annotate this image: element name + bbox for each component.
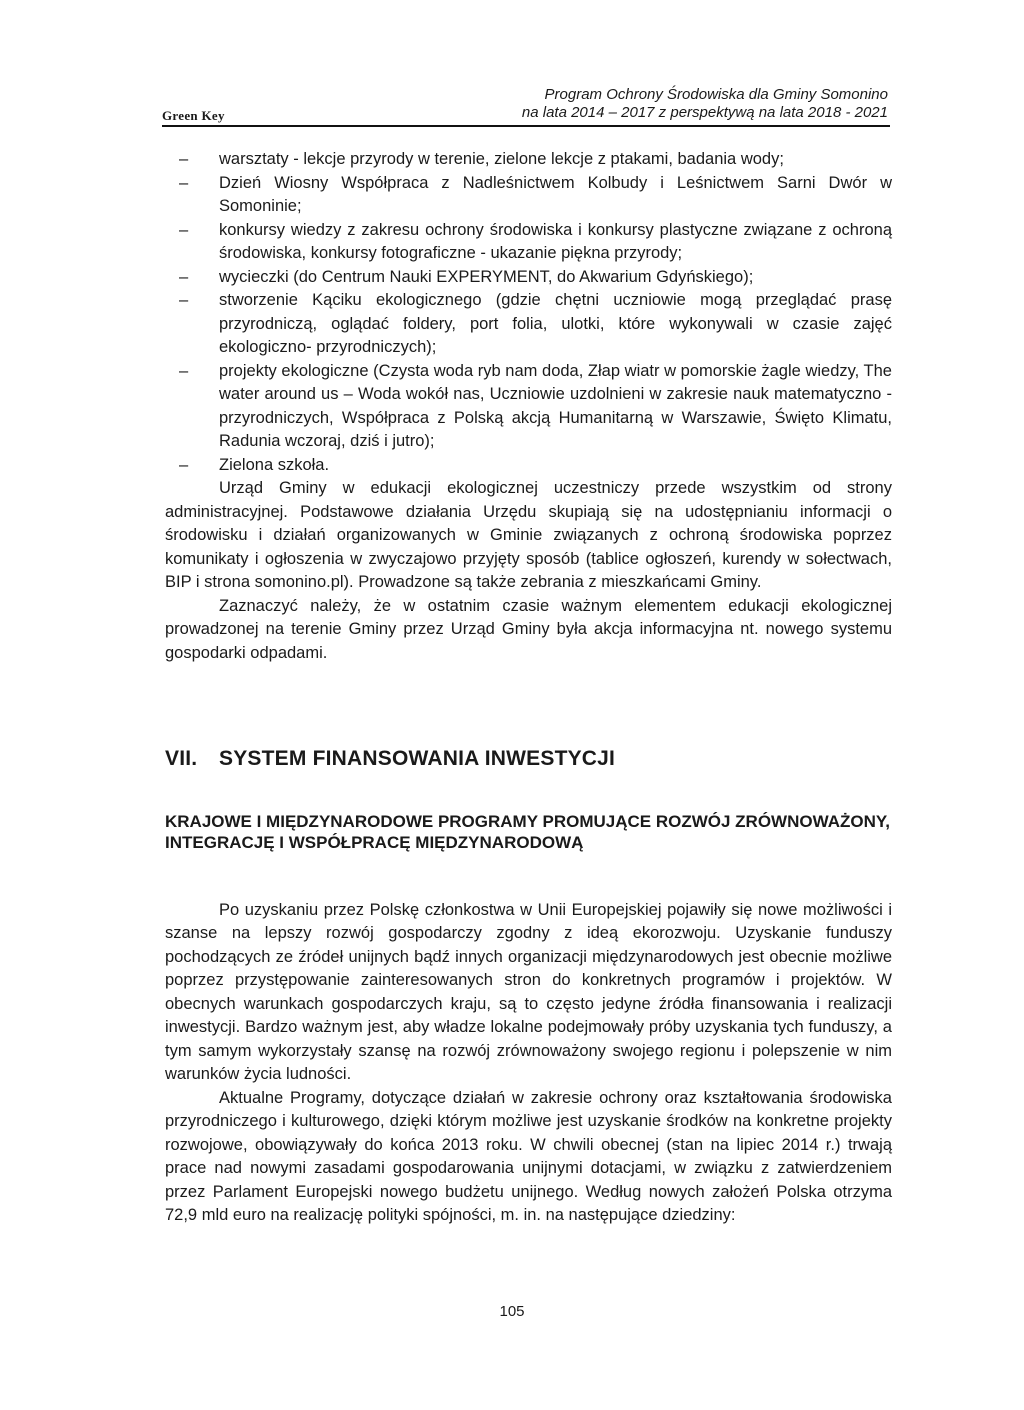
spacer [165,853,892,899]
list-item: – warsztaty - lekcje przyrody w terenie, zielone lekcje z ptakami, badania wody; [165,148,892,172]
header-rule [162,125,890,127]
section-subheading: KRAJOWE I MIĘDZYNARODOWE PROGRAMY PROMUJĄCE ROZWÓJ ZRÓWNOWAŻONY, INTEGRACJĘ I WSPÓŁPRACĘ MIĘDZYNARODOWĄ [165,811,891,852]
list-item: – Zielona szkoła. [165,454,892,478]
paragraph: Aktualne Programy, dotyczące działań w zakresie ochrony oraz kształtowania środowiska przyrodniczego i kulturowego, dzięki którym możliwe jest uzyskanie środków na konkretne projekty rozwojowe, obowiązywały do końca 2013 roku. W chwili obecnej (stan na lipiec 2014 r.) trwają prace nad nowymi zasadami gospodarowania unijnymi dotacjami, w związku z zatwierdzeniem przez Parlament Europejski nowego budżetu unijnego. Według nowych założeń Polska otrzyma 72,9 mld euro na realizację polityki spójności, m. in. na następujące dziedziny: [165,1088,892,1224]
header-program-line-2: na lata 2014 – 2017 z perspektywą na lata 2018 - 2021 [521,104,888,121]
header-program-title [522,86,888,122]
activity-list [165,148,892,477]
paragraph: Urząd Gminy w edukacji ekologicznej uczestniczy przede wszystkim od strony administracyjnej. Podstawowe działania Urzędu skupiają się na udostępnianiu informacji o środowisku i działań organizowanych w Gminie związanych z ochroną środowiska poprzez komunikaty i ogłoszenia w zwyczajowo przyjęty sposób (tablice ogłoszeń, kurendy w sołectwach, BIP i strona somonino.pl). Prowadzone są także zebrania z mieszkańcami Gminy. [165,479,892,591]
chapter-heading [165,747,892,771]
list-item: – stworzenie Kąciku ekologicznego (gdzie chętni uczniowie mogą przeglądać prasę przyrodniczą, oglądać foldery, port folia, ulotki, które wykonywali w czasie zajęć ekologiczno- przyrodniczych); [165,289,892,360]
list-item: – projekty ekologiczne (Czysta woda ryb nam doda, Złap wiatr w pomorskie żagle wiedzy, The water around us – Woda wokół nas, Uczniowie uzdolnieni w zakresie nauk matematyczno - przyrodniczych, Współpraca z Polską akcją Humanitarną w Warszawie, Święto Klimatu, Radunia wczoraj, dziś i jutro); [165,360,892,454]
list-item: – Dzień Wiosny Współpraca z Nadleśnictwem Kolbudy i Leśnictwem Sarni Dwór w Somoninie; [165,172,892,219]
page-number: 105 [499,1303,525,1320]
paragraph: Zaznaczyć należy, że w ostatnim czasie ważnym elementem edukacji ekologicznej prowadzonej na terenie Gminy przez Urząd Gminy była akcja informacyjna nt. nowego systemu gospodarki odpadami. [165,596,892,662]
list-item: – wycieczki (do Centrum Nauki EXPERYMENT, do Akwarium Gdyńskiego); [165,266,892,290]
header-program-line-1: Program Ochrony Środowiska dla Gminy Somonino [544,86,888,103]
page-content [165,148,892,1228]
chapter-title: SYSTEM FINANSOWANIA INWESTYCJI [219,747,616,770]
list-item: – konkursy wiedzy z zakresu ochrony środowiska i konkursy plastyczne związane z ochroną środowiska, konkursy fotograficzne - ukazanie piękna przyrody; [165,219,892,266]
chapter-number: VII. [165,747,198,770]
header-brand: Green Key [162,108,225,123]
page-header [162,86,890,130]
paragraph: Po uzyskaniu przez Polskę członkostwa w Unii Europejskiej pojawiły się nowe możliwości i szanse na lepszy rozwój gospodarczy zgodny z ideą ekorozwoju. Uzyskanie funduszy pochodzących ze źródeł unijnych bądź innych organizacji międzynarodowych jest obecnie możliwe poprzez przystępowanie zainteresowanych stron do konkretnych programów i projektów. W obecnych warunkach gospodarczych kraju, są to często jedyne źródła finansowania i realizacji inwestycji. Bardzo ważnym jest, aby władze lokalne podejmowały próby uzyskania tych funduszy, a tym samym wykorzystały szansę na rozwój zrównoważony swojego regionu i polepszenie w nim warunków życia ludności. [165,900,892,1083]
